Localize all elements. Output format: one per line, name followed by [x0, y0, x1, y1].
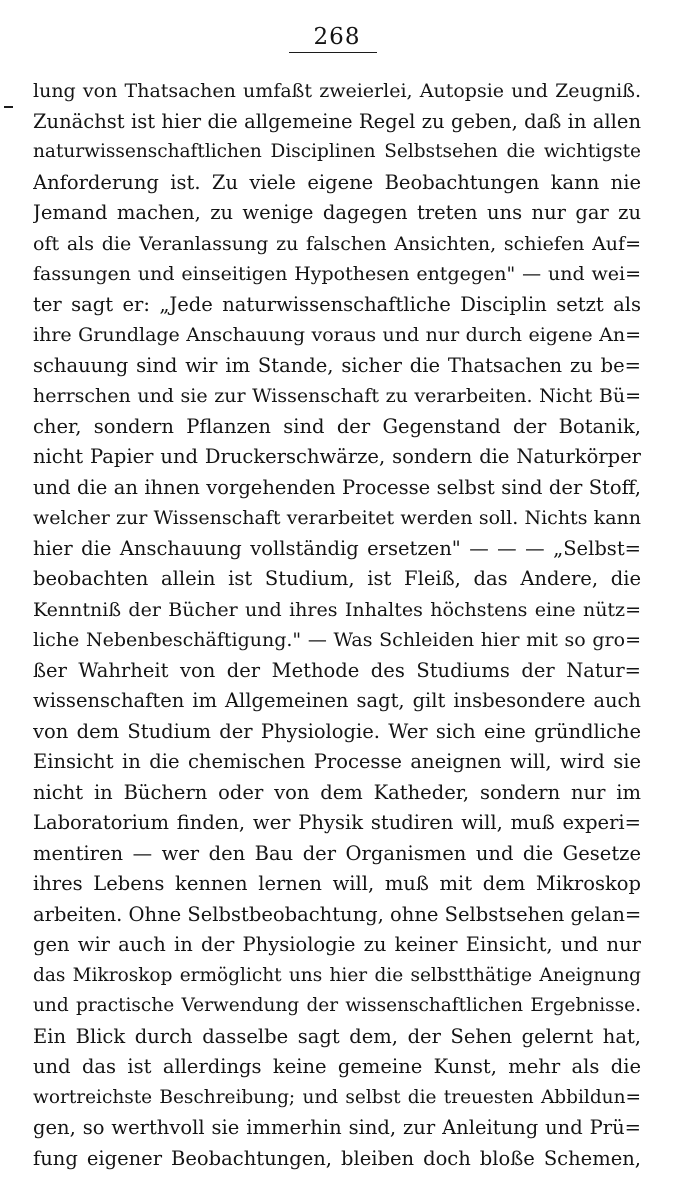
text-line: schauung sind wir im Stande, sicher die Thatsachen zu be= — [33, 353, 641, 377]
text-line: beobachten allein ist Studium, ist Fleiß, das Andere, die — [33, 567, 641, 590]
text-line: arbeiten. Ohne Selbstbeobachtung, ohne Selbstsehen gelan= — [33, 902, 641, 926]
text-line: Ein Blick durch dasselbe sagt dem, der Sehen gelernt hat, — [33, 1024, 641, 1048]
text-line: Laboratorium finden, wer Physik studiren will, muß experi= — [33, 811, 641, 834]
text-line: Einsicht in die chemischen Processe aneignen will, wird sie — [33, 750, 641, 773]
text-line: ter sagt er: „Jede naturwissenschaftliche Disciplin setzt als — [33, 292, 641, 316]
text-line: mentiren — wer den Bau der Organismen und die Gesetze — [33, 841, 641, 865]
text-line: und das ist allerdings keine gemeine Kunst, mehr als die — [33, 1055, 641, 1078]
text-line: nicht Papier und Druckerschwärze, sondern die Naturkörper — [33, 445, 641, 468]
text-line: wissenschaften im Allgemeinen sagt, gilt insbesondere auch — [33, 689, 641, 712]
page-number: 268 — [313, 24, 361, 50]
text-line: fung eigener Beobachtungen, bleiben doch bloße Schemen, — [33, 1146, 641, 1170]
text-line: nicht in Büchern oder von dem Katheder, sondern nur im — [33, 780, 641, 804]
text-line: von dem Studium der Physiologie. Wer sich eine gründliche — [33, 719, 641, 743]
text-line: hier die Anschauung vollständig ersetzen" — — — „Selbst= — [33, 536, 641, 560]
text-line: welcher zur Wissenschaft verarbeitet werden soll. Nichts kann — [33, 507, 641, 529]
text-line: herrschen und sie zur Wissenschaft zu verarbeiten. Nicht Bü= — [33, 385, 641, 407]
text-line: Zunächst ist hier die allgemeine Regel zu geben, daß in allen — [33, 109, 641, 133]
header-rule — [289, 52, 377, 53]
text-line: und die an ihnen vorgehenden Processe selbst sind der Stoff, — [33, 475, 641, 499]
text-line: cher, sondern Pflanzen sind der Gegenstand der Botanik, — [33, 414, 641, 438]
text-line: naturwissenschaftlichen Disciplinen Selbstsehen die wichtigste — [33, 141, 641, 162]
text-line: Kenntniß der Bücher und ihres Inhaltes höchstens eine nütz= — [33, 598, 641, 621]
text-line: fassungen und einseitigen Hypothesen entgegen" — und wei= — [33, 263, 641, 285]
text-line: ihres Lebens kennen lernen will, muß mit dem Mikroskop — [33, 872, 641, 895]
text-line: oft als die Veranlassung zu falschen Ansichten, schiefen Auf= — [33, 232, 641, 255]
text-line: liche Nebenbeschäftigung." — Was Schleiden hier mit so gro= — [33, 629, 641, 651]
text-line: ihre Grundlage Anschauung voraus und nur durch eigene An= — [33, 324, 641, 346]
text-line: wortreichste Beschreibung; und selbst die treuesten Abbildun= — [33, 1086, 641, 1108]
text-line: Jemand machen, zu wenige dagegen treten uns nur gar zu — [33, 201, 641, 224]
text-line: ßer Wahrheit von der Methode des Studiums der Natur= — [33, 658, 641, 682]
text-line: Anforderung ist. Zu viele eigene Beobachtungen kann nie — [33, 170, 641, 194]
text-line: das Mikroskop ermöglicht uns hier die selbstthätige Aneignung — [33, 964, 641, 986]
body-text — [33, 76, 641, 1174]
text-line: und practische Verwendung der wissenschaftlichen Ergebnisse. — [33, 995, 641, 1016]
text-line: gen wir auch in der Physiologie zu keiner Einsicht, und nur — [33, 933, 641, 956]
text-line: gen, so werthvoll sie immerhin sind, zur Anleitung und Prü= — [33, 1116, 641, 1139]
text-line: lung von Thatsachen umfaßt zweierlei, Autopsie und Zeugniß. — [33, 80, 641, 102]
margin-mark — [4, 106, 13, 108]
